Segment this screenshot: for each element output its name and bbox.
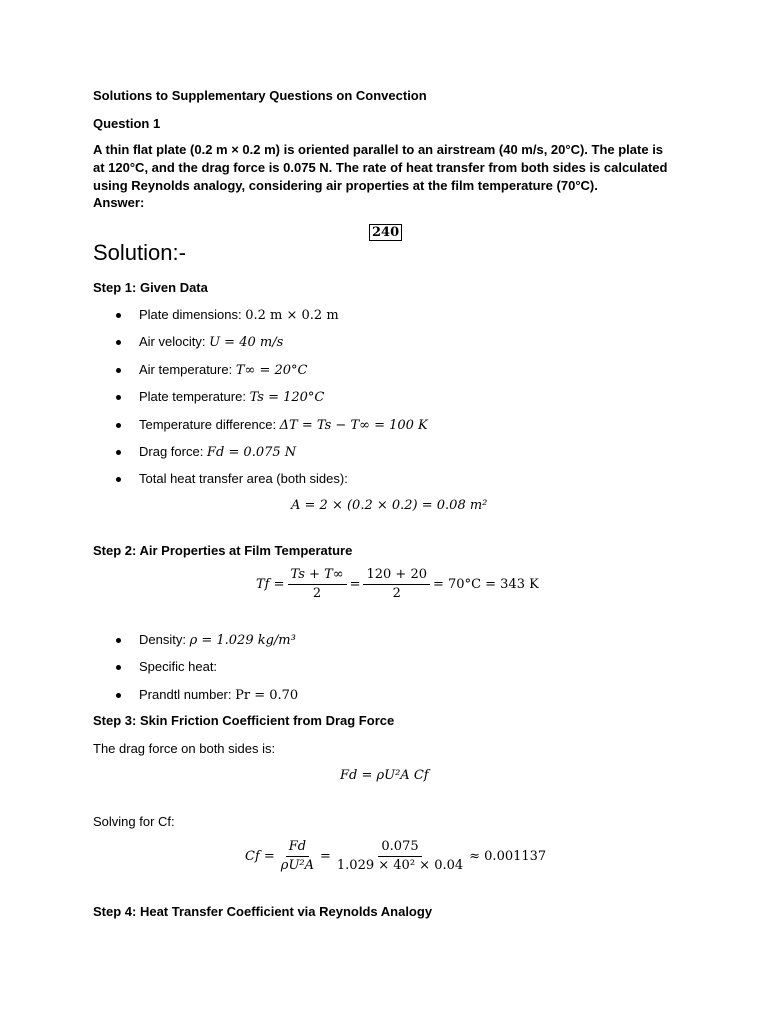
- bullet-icon: [116, 638, 121, 643]
- solution-heading: Solution:-: [93, 240, 186, 265]
- step2-heading: Step 2: Air Properties at Film Temperature: [93, 543, 353, 558]
- document-title: Solutions to Supplementary Questions on Convection: [93, 88, 427, 103]
- bullet-icon: [116, 477, 121, 482]
- bullet-icon: [116, 693, 121, 698]
- list-item: Plate dimensions: 0.2 m × 0.2 m: [93, 306, 428, 333]
- air-properties-list: [93, 631, 298, 713]
- bullet-icon: [116, 423, 121, 428]
- film-temperature-equation: Tf = $\frac{Ts + T\infty}{2}$ = $\frac{120 + 20}{2}$ = 70°C = 343 K: [256, 567, 539, 601]
- list-item: Prandtl number: Pr = 0.70: [93, 686, 298, 713]
- bullet-icon: [116, 395, 121, 400]
- bullet-icon: [116, 368, 121, 373]
- answer-box: 240: [369, 224, 402, 241]
- bullet-icon: [116, 450, 121, 455]
- step4-heading: Step 4: Heat Transfer Coefficient via Reynolds Analogy: [93, 904, 433, 919]
- list-item: Density: ρ = 1.029 kg/m³: [93, 631, 298, 658]
- drag-force-intro: The drag force on both sides is:: [93, 741, 276, 756]
- skin-friction-equation: Cf = $\frac{Fd}{\text{ρU²A}}$ = $\frac{0.075}{\text{1.029 × 40² × 0.04}}$ ≈ 0.001137: [245, 839, 547, 873]
- answer-label: Answer:: [93, 195, 145, 210]
- bullet-icon: [116, 313, 121, 318]
- bullet-icon: [116, 340, 121, 345]
- question-text: A thin flat plate (0.2 m × 0.2 m) is oriented parallel to an airstream (40 m/s, 20°C). The plate is at 120°C, and the drag force is 0.075 N. The rate of heat transfer from both sides is calculated using Reynolds analogy, considering air properties at the film temperature (70°C).: [93, 142, 668, 193]
- list-item: Temperature difference: ΔT = Ts − T∞ = 100 K: [93, 416, 428, 443]
- step1-heading: Step 1: Given Data: [93, 280, 208, 295]
- drag-force-equation: Fd = ρU²A Cf: [340, 768, 429, 783]
- given-data-list: [93, 306, 428, 498]
- question-label: Question 1: [93, 116, 161, 131]
- list-item: Drag force: Fd = 0.075 N: [93, 443, 428, 470]
- list-item: Specific heat:: [93, 658, 298, 685]
- list-item: Air temperature: T∞ = 20°C: [93, 361, 428, 388]
- list-item: Air velocity: U = 40 m/s: [93, 333, 428, 360]
- list-item: Total heat transfer area (both sides):: [93, 470, 428, 497]
- area-equation: A = 2 × (0.2 × 0.2) = 0.08 m²: [291, 498, 488, 513]
- list-item: Plate temperature: Ts = 120°C: [93, 388, 428, 415]
- step3-heading: Step 3: Skin Friction Coefficient from Drag Force: [93, 713, 395, 728]
- solving-for-text: Solving for Cf:: [93, 814, 175, 829]
- bullet-icon: [116, 665, 121, 670]
